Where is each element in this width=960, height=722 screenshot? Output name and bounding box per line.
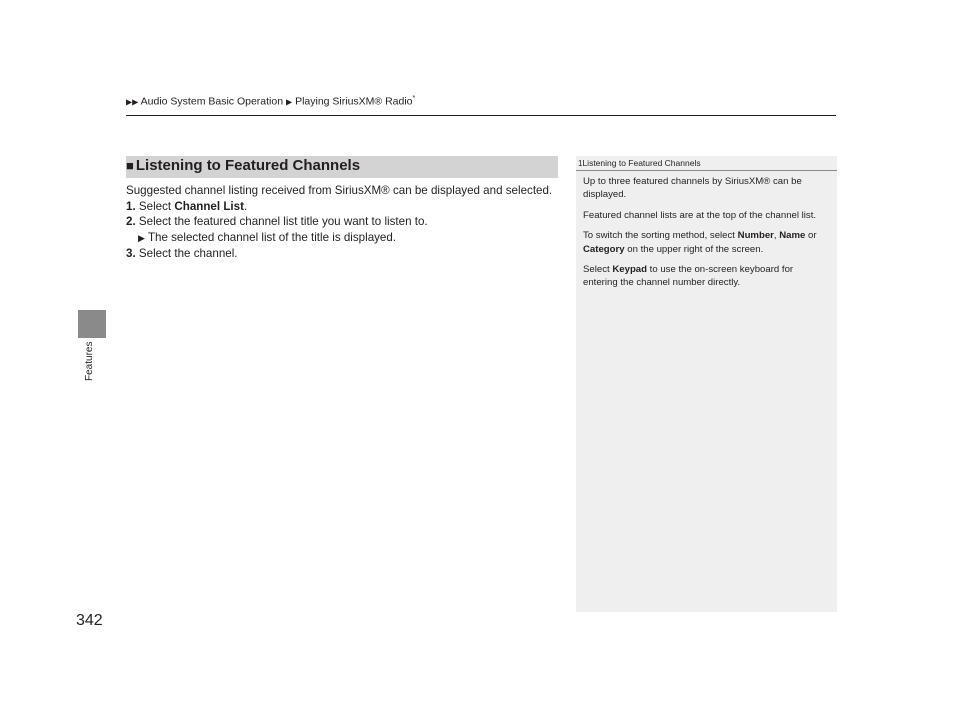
page-number: 342	[76, 612, 103, 629]
header-rule	[126, 115, 836, 116]
note-body	[583, 175, 828, 297]
breadcrumb-part-1[interactable]: Audio System Basic Operation	[140, 95, 284, 108]
side-tab-marker	[78, 310, 106, 338]
step-number: 2.	[126, 215, 136, 228]
note-rule	[576, 170, 837, 171]
breadcrumb-part-2[interactable]: Playing SiriusXM® Radio	[295, 95, 413, 108]
step-number: 1.	[126, 199, 136, 213]
note-paragraph-1: Up to three featured channels by SiriusXM® can be displayed.	[583, 176, 802, 201]
note-reference-icon: 1	[578, 159, 583, 168]
intro-text: Suggested channel listing received from SiriusXM® can be displayed and selected.	[126, 184, 553, 197]
breadcrumb-arrow-icon: ▶▶	[126, 97, 139, 107]
breadcrumb	[126, 95, 415, 108]
section-title	[126, 157, 360, 174]
name-label: Name	[779, 230, 806, 242]
step-2: 2. Select the featured channel list title you want to listen to.	[126, 215, 428, 228]
breadcrumb-asterisk: *	[412, 95, 416, 102]
keypad-label: Keypad	[612, 264, 647, 276]
note-paragraph-2: Featured channel lists are at the top of the channel list.	[583, 209, 817, 221]
result-arrow-icon: ▶	[138, 232, 145, 243]
breadcrumb-arrow-icon: ▶	[285, 97, 293, 107]
side-tab-label: Features	[84, 342, 95, 382]
number-label: Number	[737, 230, 774, 242]
step-3: 3. Select the channel.	[126, 247, 238, 260]
step-number: 3.	[126, 247, 136, 260]
note-title: 1Listening to Featured Channels	[578, 158, 701, 168]
step-2-result: ▶ The selected channel list of the title is displayed.	[138, 230, 397, 244]
note-paragraph-4: Select Keypad to use the on-screen keyboard for entering the channel number directly.	[583, 264, 794, 289]
category-label: Category	[583, 243, 625, 255]
section-body	[126, 183, 566, 262]
channel-list-label: Channel List	[174, 199, 244, 213]
step-1: 1. Select Channel List.	[126, 199, 248, 213]
note-paragraph-3: To switch the sorting method, select Number, Name or Category on the upper right of the screen.	[583, 230, 817, 255]
section-title-text: Listening to Featured Channels	[135, 157, 361, 174]
section-square-icon: ■	[126, 158, 134, 173]
